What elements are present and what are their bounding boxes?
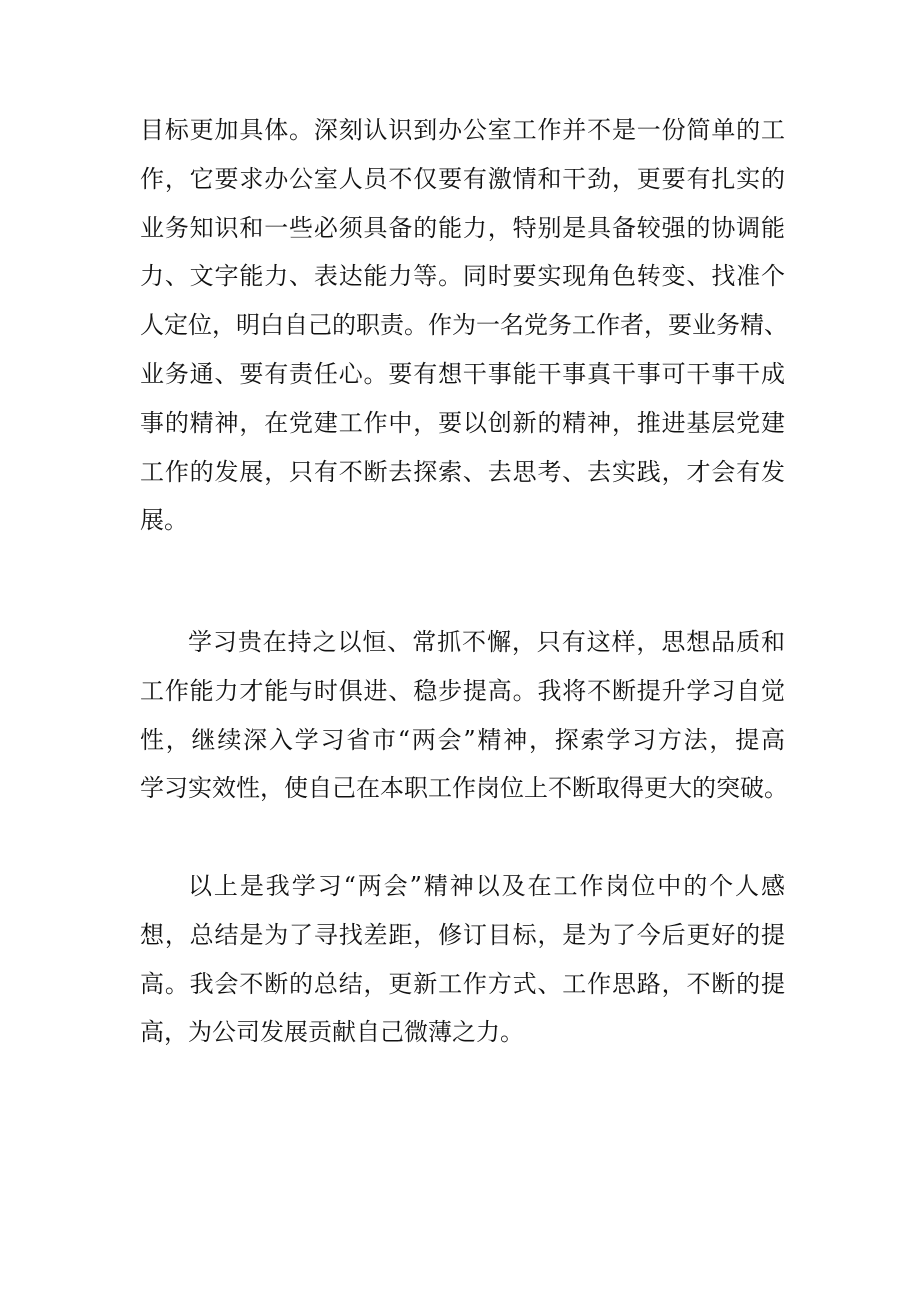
paragraph-line: 目标更加具体。深刻认识到办公室工作并不是一份简单的工 (140, 116, 785, 144)
paragraph-line: 力、文字能力、表达能力等。同时要实现角色转变、找准个 (140, 262, 785, 291)
paragraph-line: 展。 (140, 506, 188, 535)
paragraph-3 (140, 862, 785, 1057)
paragraph-line: 人定位，明白自己的职责。作为一名党务工作者，要业务精、 (140, 311, 788, 340)
paragraph-line: 工作能力才能与时俱进、稳步提高。我将不断提升学习自觉 (140, 676, 785, 705)
paragraph-line: 学习贵在持之以恒、常抓不懈，只有这样，思想品质和 (188, 628, 785, 656)
paragraph-line: 学习实效性，使自己在本职工作岗位上不断取得更大的突破。 (140, 774, 788, 803)
paragraph-2 (140, 618, 788, 813)
paragraph-line: 以上是我学习“两会”精神以及在工作岗位中的个人感 (188, 872, 785, 900)
paragraph-line: 业务知识和一些必须具备的能力，特别是具备较强的协调能 (140, 213, 785, 242)
paragraph-line: 高，为公司发展贡献自己微薄之力。 (140, 1018, 524, 1047)
paragraph-line: 想，总结是为了寻找差距，修订目标，是为了今后更好的提 (140, 920, 785, 949)
paragraph-line: 事的精神，在党建工作中，要以创新的精神，推进基层党建 (140, 408, 785, 437)
paragraph-line: 工作的发展，只有不断去探索、去思考、去实践，才会有发 (140, 457, 785, 486)
paragraph-1 (140, 106, 788, 545)
paragraph-line: 性，继续深入学习省市“两会”精神，探索学习方法，提高 (140, 725, 785, 754)
paragraph-line: 作，它要求办公室人员不仅要有激情和干劲，更要有扎实的 (140, 164, 785, 193)
paragraph-line: 高。我会不断的总结，更新工作方式、工作思路，不断的提 (140, 969, 785, 998)
paragraph-line: 业务通、要有责任心。要有想干事能干事真干事可干事干成 (140, 359, 785, 388)
